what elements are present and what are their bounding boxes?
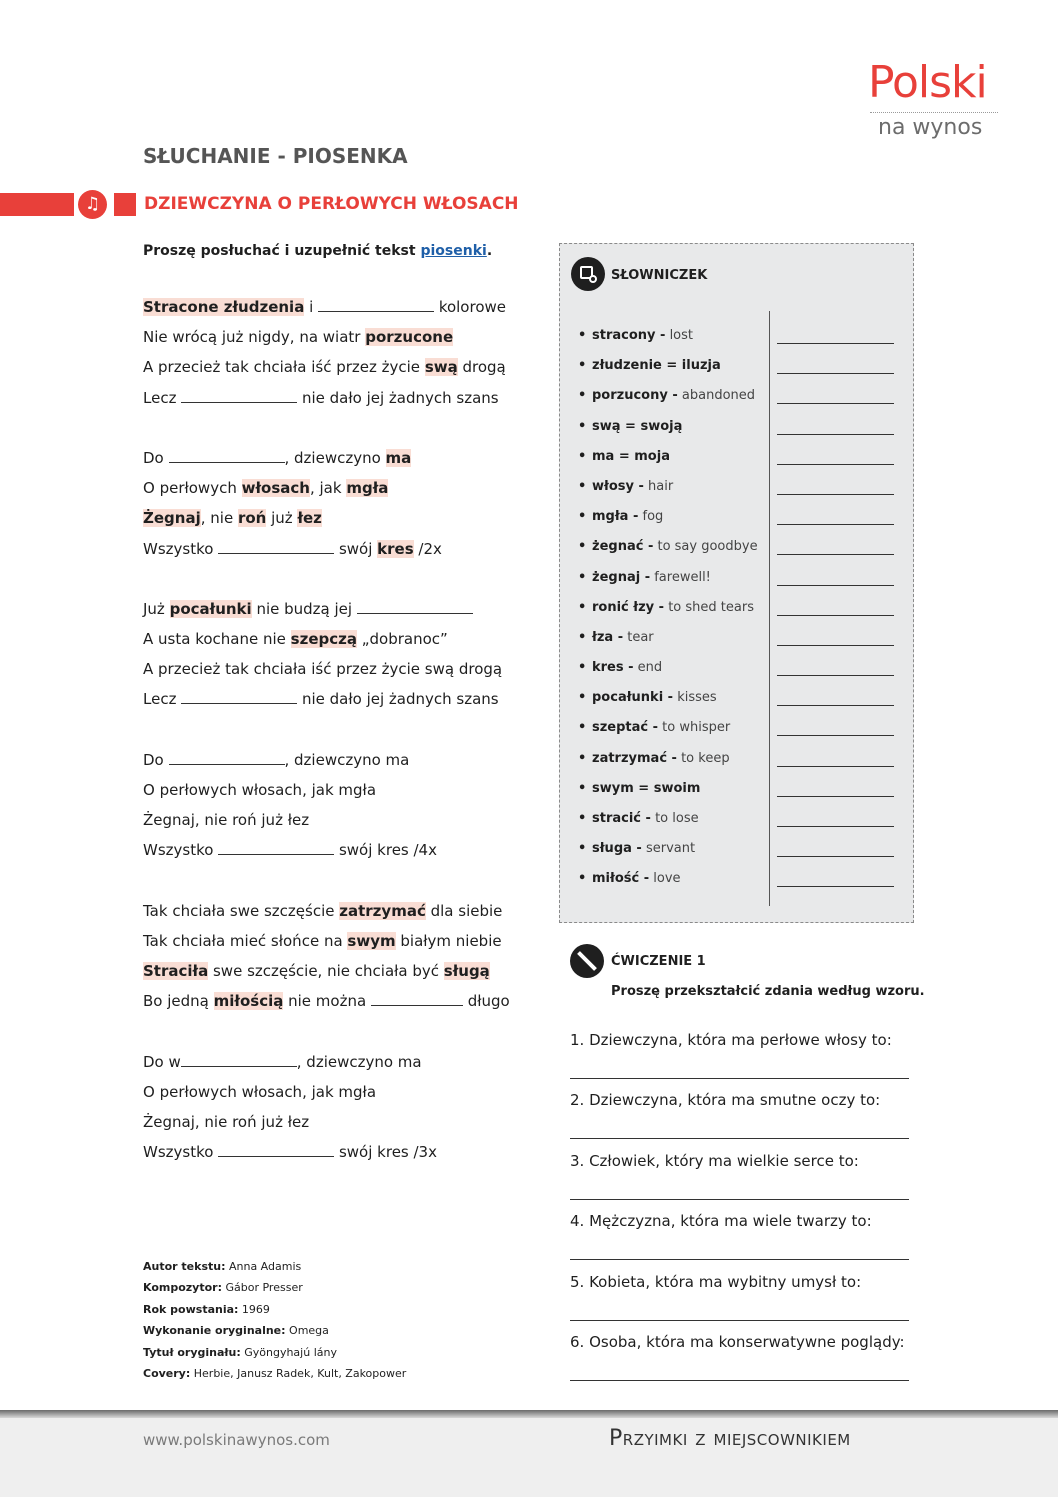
lyric-text: A przecież tak chciała iść przez życie (143, 358, 425, 377)
write-line[interactable] (777, 554, 894, 555)
credit-label: Tytuł oryginału: (143, 1345, 241, 1359)
pencil-icon (570, 944, 604, 978)
vocabulary-item (578, 566, 908, 596)
lyric-line (143, 748, 543, 778)
write-line[interactable] (777, 343, 894, 344)
highlighted-word: Żegnaj (143, 509, 201, 528)
write-line[interactable] (777, 645, 894, 646)
lyric-text: A usta kochane nie (143, 630, 291, 649)
lyric-text: O perłowych włosach, jak mgła (143, 781, 377, 799)
lyric-text: , dziewczyno (284, 448, 386, 467)
lyric-text: Lecz (143, 690, 182, 709)
vocabulary-item (578, 384, 908, 414)
bullet: • (578, 690, 587, 706)
vocabulary-word: żegnaj - (592, 569, 651, 585)
vocabulary-word: swą = swoją (592, 418, 683, 434)
lyric-text: Do (143, 448, 169, 467)
lyric-text: kolorowe (434, 298, 506, 316)
vocabulary-translation: to lose (650, 811, 699, 826)
credit-value: Gyöngyhajú lány (240, 1345, 337, 1359)
bullet: • (578, 388, 587, 404)
credit-label: Autor tekstu: (143, 1260, 226, 1273)
bullet: • (578, 328, 587, 343)
vocabulary-word: stracić - (592, 811, 651, 826)
credit-value: Anna Adamis (225, 1260, 302, 1273)
blank-field[interactable] (218, 540, 334, 554)
vocabulary-item (578, 445, 908, 475)
vocabulary-list (578, 324, 908, 898)
vocabulary-translation: abandoned (677, 388, 756, 404)
write-line[interactable] (777, 434, 894, 435)
write-line[interactable] (777, 524, 894, 525)
lyric-text: Żegnaj, nie roń już łez (143, 1113, 310, 1132)
write-line[interactable] (777, 373, 894, 374)
highlighted-word: Straciła (143, 962, 209, 981)
exercise-list (570, 1031, 910, 1393)
vocabulary-word: stracony - (592, 328, 666, 343)
lyric-line (143, 808, 543, 838)
lyric-text: O perłowych włosach, jak mgła (143, 1082, 377, 1101)
vocabulary-item (578, 324, 908, 354)
vocabulary-translation: love (649, 871, 681, 887)
logo-divider (870, 112, 998, 113)
highlighted-word: porzucone (365, 328, 454, 347)
lyric-text: Tak chciała mieć słońce na (143, 931, 348, 950)
lyric-line (143, 506, 543, 536)
bullet: • (578, 358, 587, 374)
write-line[interactable] (777, 615, 894, 616)
write-line[interactable] (777, 494, 894, 495)
write-line[interactable] (777, 886, 894, 887)
lyric-line (143, 476, 543, 506)
credit-line (143, 1324, 406, 1345)
blank-field[interactable] (181, 389, 297, 403)
lyric-text: swe szczęście, nie chciała być (208, 962, 444, 981)
lyric-line (143, 1140, 543, 1170)
lyric-line (143, 687, 543, 717)
vocabulary-item (578, 505, 908, 535)
lyric-text: drogą (457, 358, 506, 377)
vocabulary-translation: hair (643, 478, 674, 494)
vocabulary-word: ronić łzy - (592, 599, 665, 615)
lyric-text: nie dało jej żadnych szans (297, 388, 499, 407)
lyric-line (143, 537, 543, 567)
lyric-text: Do w (143, 1052, 181, 1071)
lyric-line (143, 989, 543, 1019)
vocabulary-item (578, 415, 908, 445)
credit-line (143, 1367, 406, 1388)
credit-label: Wykonanie oryginalne: (143, 1324, 286, 1338)
vocabulary-translation: fog (638, 509, 664, 525)
lyric-line (143, 1080, 543, 1110)
highlighted-word: swą (424, 358, 458, 377)
lyric-text: swój kres /3x (334, 1143, 437, 1162)
exercise-question: 4. Mężczyzna, która ma wiele twarzy to: (570, 1212, 872, 1231)
exercise-item (570, 1091, 910, 1151)
answer-line[interactable] (570, 1320, 909, 1321)
exercise-item (570, 1273, 910, 1333)
vocabulary-item (578, 807, 908, 837)
bullet: • (578, 539, 587, 555)
vocabulary-word: ma = moja (592, 448, 670, 464)
lyric-text: , jak (309, 479, 347, 498)
blank-field[interactable] (169, 751, 285, 765)
exercise-question: 5. Kobieta, która ma wybitny umysł to: (570, 1272, 862, 1291)
bullet: • (578, 780, 587, 796)
vocabulary-item (578, 716, 908, 746)
credit-value: 1969 (238, 1302, 270, 1316)
instruction (143, 243, 492, 259)
exercise-question: 6. Osoba, która ma konserwatywne poglądy: (570, 1332, 905, 1351)
highlighted-word: sługą (443, 962, 490, 981)
lyric-line (143, 657, 543, 687)
section-bar-marker (114, 193, 136, 216)
exercise-title: ĆWICZENIE 1 (611, 954, 706, 969)
lyric-line (143, 1050, 543, 1080)
vocabulary-translation: to keep (676, 750, 730, 766)
blank-field[interactable] (181, 690, 297, 704)
exercise-question: 2. Dziewczyna, która ma smutne oczy to: (570, 1091, 881, 1110)
bullet: • (578, 478, 587, 494)
blank-field[interactable] (169, 449, 285, 463)
lyric-text: swój kres /4x (334, 841, 437, 860)
lyric-line (143, 838, 543, 868)
answer-line[interactable] (570, 1380, 909, 1381)
lyrics (143, 295, 543, 1170)
blank-field[interactable] (357, 600, 473, 614)
lyric-text: swój (334, 539, 378, 558)
lyric-line (143, 1020, 543, 1050)
vocabulary-word: włosy - (592, 478, 644, 494)
write-line[interactable] (777, 856, 894, 857)
lyric-line (143, 778, 543, 808)
bullet: • (578, 750, 587, 766)
write-line[interactable] (777, 826, 894, 827)
music-note-icon: ♫ (78, 190, 107, 219)
vocabulary-translation: to shed tears (664, 599, 754, 615)
vocabulary-word: łza - (592, 629, 624, 645)
song-link[interactable]: piosenki (420, 243, 487, 259)
instruction-text: Proszę posłuchać i uzupełnić tekst (143, 243, 421, 259)
lyric-text: Wszystko (143, 539, 219, 558)
lyric-text: już (266, 509, 298, 528)
blank-field[interactable] (318, 298, 434, 312)
lyric-text: , dziewczyno ma (284, 750, 410, 769)
vocabulary-word: sługa - (592, 841, 642, 857)
vocabulary-translation: end (633, 660, 663, 676)
credit-line (143, 1281, 406, 1302)
lyric-text: Bo jedną (143, 992, 214, 1011)
highlighted-word: miłością (213, 992, 284, 1011)
vocabulary-word: pocałunki - (592, 690, 674, 706)
write-line[interactable] (777, 675, 894, 676)
vocabulary-item (578, 354, 908, 384)
blank-field[interactable] (218, 841, 334, 855)
lyric-text: /2x (413, 539, 442, 558)
lyric-text: Lecz (143, 388, 182, 407)
highlighted-word: pocałunki (169, 599, 252, 618)
answer-line[interactable] (570, 1259, 909, 1260)
logo-main: Polski (868, 57, 987, 108)
dictionary-icon (571, 257, 605, 291)
lyric-text: i (304, 298, 319, 316)
vocabulary-item (578, 747, 908, 777)
lyric-line (143, 718, 543, 748)
vocabulary-translation: kisses (673, 690, 717, 706)
bullet: • (578, 629, 587, 645)
highlighted-word: mgła (346, 479, 389, 498)
vocabulary-item (578, 656, 908, 686)
highlighted-word: kres (377, 539, 414, 558)
credit-value: Gábor Presser (222, 1281, 303, 1295)
highlighted-word: roń (237, 509, 267, 528)
footer (0, 1418, 1058, 1497)
lyric-line (143, 869, 543, 899)
write-line[interactable] (777, 585, 894, 586)
lyric-line (143, 355, 543, 385)
credit-label: Rok powstania: (143, 1302, 239, 1316)
lyric-text: O perłowych (143, 479, 242, 498)
vocabulary-word: porzucony - (592, 388, 678, 404)
highlighted-word: ma (385, 448, 412, 467)
bullet: • (578, 841, 587, 857)
vocabulary-word: mgła - (592, 509, 639, 525)
exercise-question: 1. Dziewczyna, która ma perłowe włosy to: (570, 1031, 892, 1049)
lyric-line (143, 416, 543, 446)
lyric-text: dla siebie (425, 901, 503, 920)
lyric-text: Do (143, 750, 169, 769)
vocabulary-word: zatrzymać - (592, 750, 677, 766)
lyric-text: długo (462, 992, 510, 1011)
vocabulary-word: złudzenie = iluzja (592, 358, 721, 374)
bullet: • (578, 569, 587, 585)
write-line[interactable] (777, 403, 894, 404)
highlighted-word: zatrzymać (339, 901, 426, 920)
lyric-text: Nie wrócą już nigdy, na wiatr (143, 328, 366, 347)
answer-line[interactable] (570, 1138, 909, 1139)
vocabulary-item (578, 535, 908, 565)
credit-value: Omega (285, 1324, 329, 1338)
vocabulary-item (578, 837, 908, 867)
lyric-line (143, 567, 543, 597)
write-line[interactable] (777, 796, 894, 797)
lyric-line (143, 899, 543, 929)
blank-field[interactable] (218, 1143, 334, 1157)
lyric-line (143, 446, 543, 476)
highlighted-word: włosach (241, 479, 310, 498)
vocabulary-translation: servant (641, 841, 696, 857)
bullet: • (578, 720, 587, 736)
lyric-text: , nie (200, 509, 238, 528)
bullet: • (578, 660, 587, 676)
lyric-line (143, 325, 543, 355)
vocabulary-item (578, 686, 908, 716)
credit-line (143, 1303, 406, 1324)
vocabulary-item (578, 475, 908, 505)
vocabulary-item (578, 777, 908, 807)
exercise-question: 3. Człowiek, który ma wielkie serce to: (570, 1151, 859, 1170)
credit-line (143, 1346, 406, 1367)
lyric-text: Wszystko (143, 841, 219, 860)
section-title: DZIEWCZYNA O PERŁOWYCH WŁOSACH (144, 194, 519, 214)
section-bar (0, 193, 74, 216)
lyric-line (143, 959, 543, 989)
lyric-text: Wszystko (143, 1143, 219, 1162)
exercise-item (570, 1333, 910, 1393)
exercise-item (570, 1031, 910, 1091)
highlighted-word: swym (347, 931, 396, 950)
lyric-text: Żegnaj, nie roń już łez (143, 811, 310, 830)
credits (143, 1260, 406, 1388)
logo (868, 58, 1008, 140)
vocabulary-translation: lost (665, 328, 694, 343)
bullet: • (578, 448, 587, 464)
lyric-text: Już (143, 599, 170, 618)
page-title: SŁUCHANIE - PIOSENKA (143, 144, 408, 168)
blank-field[interactable] (181, 1053, 297, 1067)
lyric-text: A przecież tak chciała iść przez życie swą drogą (143, 660, 503, 679)
footer-divider (0, 1410, 1058, 1418)
vocabulary-translation: farewell! (650, 569, 711, 585)
vocabulary-item (578, 626, 908, 656)
credit-label: Covery: (143, 1366, 191, 1380)
credit-line (143, 1260, 406, 1281)
lyric-text: , dziewczyno ma (296, 1052, 422, 1071)
vocabulary-item (578, 596, 908, 626)
write-line[interactable] (777, 766, 894, 767)
credit-label: Kompozytor: (143, 1281, 222, 1295)
exercise-instruction: Proszę przekształcić zdania według wzoru. (611, 984, 925, 999)
highlighted-word: Stracone złudzenia (143, 298, 305, 316)
logo-subtitle: na wynos (878, 115, 983, 140)
lyric-text: białym niebie (395, 931, 502, 950)
footer-url[interactable]: www.polskinawynos.com (143, 1431, 330, 1449)
credit-value: Herbie, Janusz Radek, Kult, Zakopower (190, 1366, 407, 1380)
write-line[interactable] (777, 735, 894, 736)
vocabulary-box (559, 243, 914, 923)
vocabulary-translation: tear (623, 629, 654, 645)
footer-topic: Przyimki z miejscownikiem (609, 1426, 851, 1451)
write-line[interactable] (777, 705, 894, 706)
bullet: • (578, 599, 587, 615)
bullet: • (578, 418, 587, 434)
vocabulary-translation: to whisper (658, 720, 731, 736)
vocabulary-word: miłość - (592, 871, 650, 887)
vocabulary-item (578, 867, 908, 897)
lyric-line (143, 627, 543, 657)
lyric-line (143, 295, 543, 325)
bullet: • (578, 509, 587, 525)
lyric-text: nie można (283, 992, 371, 1011)
bullet: • (578, 871, 587, 887)
write-line[interactable] (777, 464, 894, 465)
lyric-text: nie dało jej żadnych szans (297, 690, 499, 709)
vocabulary-word: kres - (592, 660, 634, 676)
lyric-line (143, 1110, 543, 1140)
answer-line[interactable] (570, 1199, 909, 1200)
highlighted-word: szepczą (290, 630, 357, 649)
vocabulary-word: żegnać - (592, 539, 654, 555)
exercise-item (570, 1212, 910, 1272)
lyric-text: „dobranoc” (356, 630, 448, 649)
vocabulary-translation: to say goodbye (653, 539, 758, 555)
lyric-text: Tak chciała swe szczęście (143, 901, 340, 920)
vocabulary-word: szeptać - (592, 720, 659, 736)
highlighted-word: łez (297, 509, 322, 528)
vocabulary-title: SŁOWNICZEK (611, 268, 708, 283)
lyric-line (143, 386, 543, 416)
lyric-line (143, 929, 543, 959)
exercise-item (570, 1152, 910, 1212)
lyric-text: nie budzą jej (251, 599, 357, 618)
vocabulary-word: swym = swoim (592, 780, 701, 796)
blank-field[interactable] (371, 992, 463, 1006)
lyric-line (143, 597, 543, 627)
bullet: • (578, 811, 587, 826)
instruction-end: . (486, 243, 493, 259)
answer-line[interactable] (570, 1078, 909, 1079)
